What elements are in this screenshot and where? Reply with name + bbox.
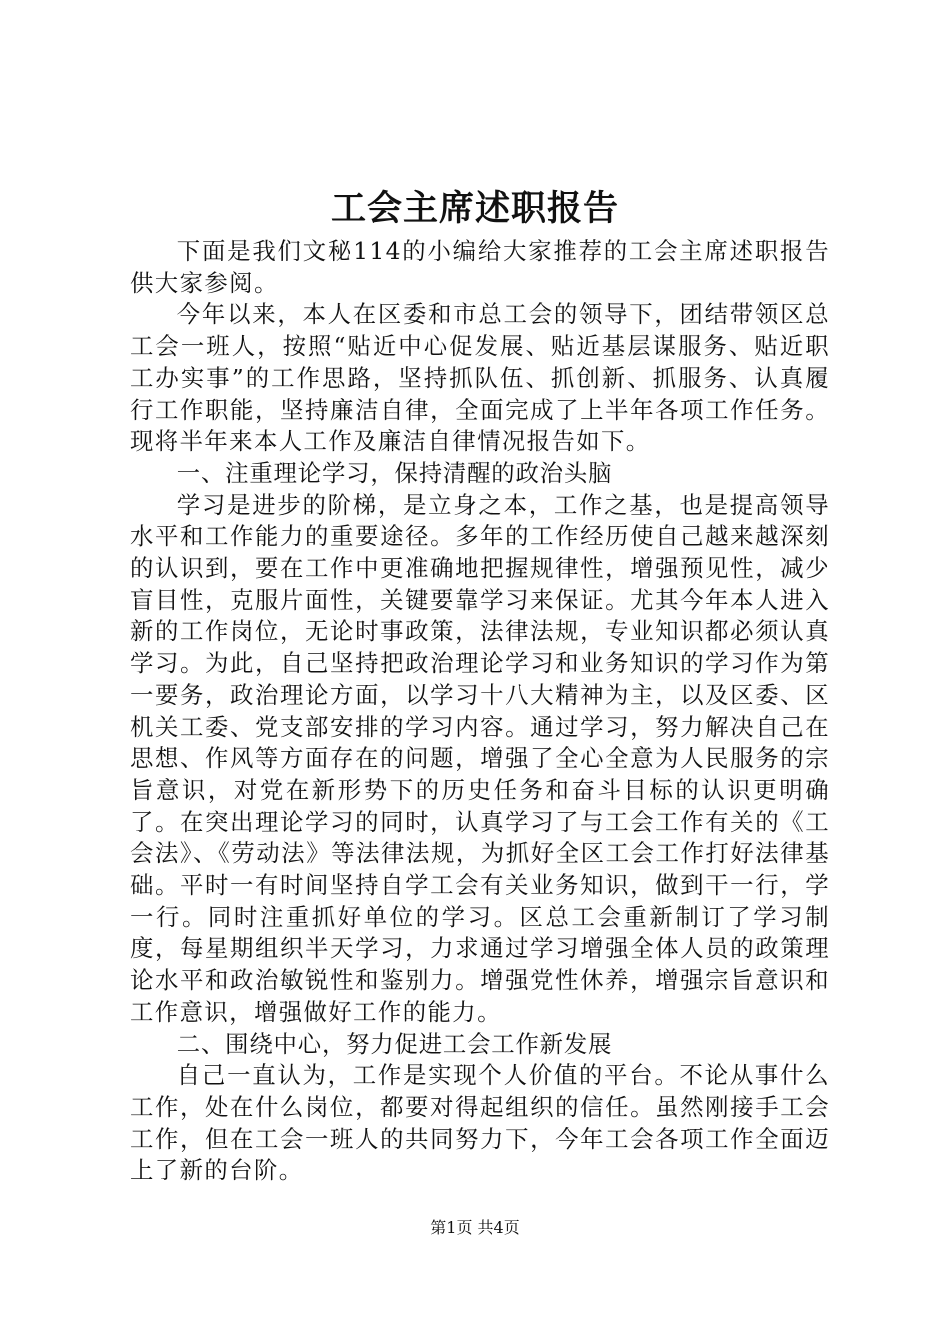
section-heading-2: 二、围绕中心，努力促进工会工作新发展: [176, 1029, 613, 1058]
document-body: [130, 236, 830, 1187]
intro-paragraph: 下面是我们文秘114的小编给大家推荐的工会主席述职报告供大家参阅。: [130, 237, 830, 297]
section-heading-1: 一、注重理论学习，保持清醒的政治头脑: [176, 458, 613, 487]
section-1-paragraph: 学习是进步的阶梯，是立身之本，工作之基，也是提高领导水平和工作能力的重要途径。多年的工作经历使自己越来越深刻的认识到，要在工作中更准确地把握规律性，增强预见性，减少盲目性，克服片面性，关键要靠学习来保证。尤其今年本人进入新的工作岗位，无论时事政策，法律法规，专业知识都必须认真学习。为此，自己坚持把政治理论学习和业务知识的学习作为第一要务，政治理论方面，以学习十八大精神为主，以及区委、区机关工委、党支部安排的学习内容。通过学习，努力解决自己在思想、作风等方面存在的问题，增强了全心全意为人民服务的宗旨意识，对党在新形势下的历史任务和奋斗目标的认识更明确了。在突出理论学习的同时，认真学习了与工会工作有关的《工会法》、《劳动法》等法律法规，为抓好全区工会工作打好法律基础。平时一有时间坚持自学工会有关业务知识，做到干一行，学一行。同时注重抓好单位的学习。区总工会重新制订了学习制度，每星期组织半天学习，力求通过学习增强全体人员的政策理论水平和政治敏锐性和鉴别力。增强党性休养，增强宗旨意识和工作意识，增强做好工作的能力。: [130, 490, 830, 1026]
document-title: 工会主席述职报告: [330, 188, 619, 229]
section-2-paragraph: 自己一直认为，工作是实现个人价值的平台。不论从事什么工作，处在什么岗位，都要对得起组织的信任。虽然刚接手工会工作，但在工会一班人的共同努力下，今年工会各项工作全面迈上了新的台阶。: [130, 1061, 830, 1185]
page-footer: 第1页 共4页: [430, 1218, 520, 1237]
overview-paragraph: 今年以来，本人在区委和市总工会的领导下，团结带领区总工会一班人，按照“贴近中心促发展、贴近基层谋服务、贴近职工办实事”的工作思路，坚持抓队伍、抓创新、抓服务、认真履行工作职能，坚持廉洁自律，全面完成了上半年各项工作任务。现将半年来本人工作及廉洁自律情况报告如下。: [130, 300, 830, 456]
